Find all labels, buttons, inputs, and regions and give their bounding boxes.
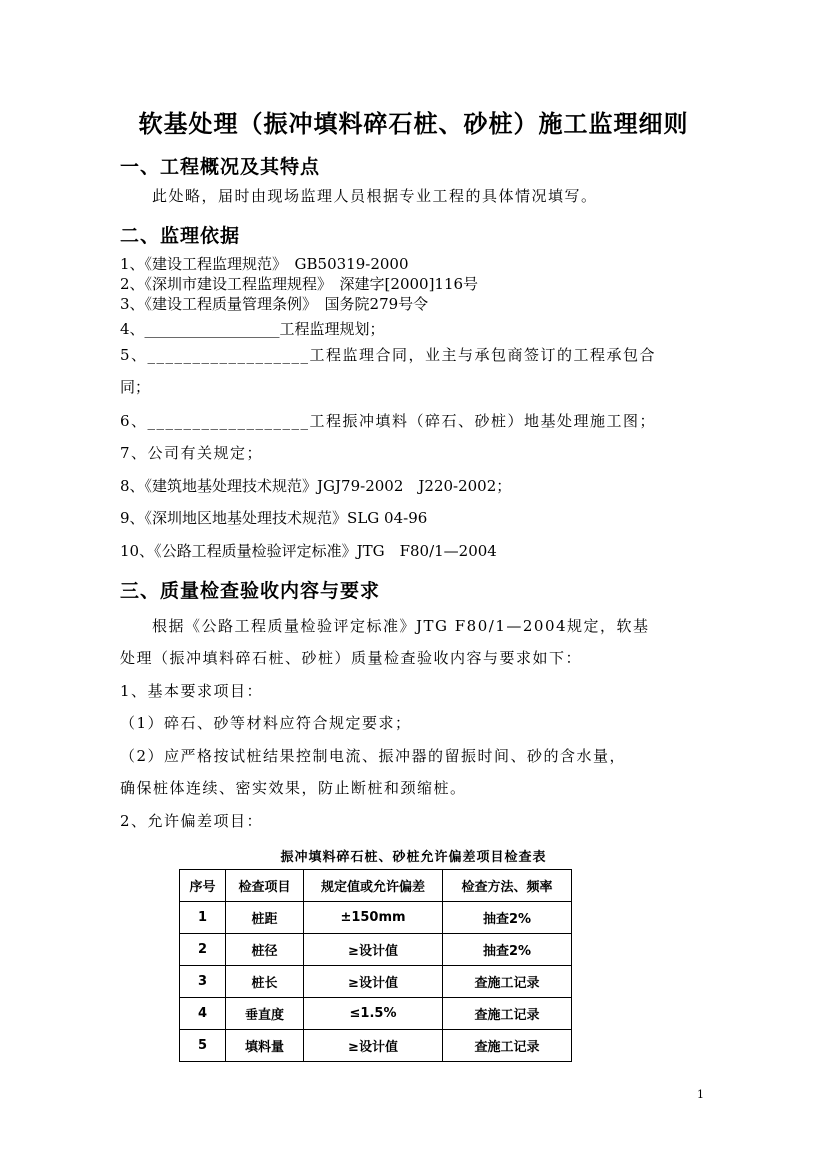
table-row: [180, 934, 572, 966]
table-cell: ≤1.5%: [304, 998, 443, 1030]
section-1-heading: 一、工程概况及其特点: [120, 156, 321, 178]
table-cell: ≥设计值: [304, 966, 443, 998]
table-cell: 5: [180, 1030, 226, 1062]
table-cell: 桩长: [226, 966, 304, 998]
table-cell: 查施工记录: [443, 998, 572, 1030]
table-row: [180, 902, 572, 934]
table-cell: 填料量: [226, 1030, 304, 1062]
basis-item: 5、__________________工程监理合同，业主与承包商签订的工程承包合: [120, 346, 657, 364]
header-cell: 检查项目: [226, 870, 304, 902]
basis-item: 8、《建筑地基处理技术规范》JGJ79-2002 J220-2002；: [120, 477, 512, 495]
table-cell: 查施工记录: [443, 966, 572, 998]
page-number: 1: [697, 1088, 704, 1101]
basis-item: 6、__________________工程振冲填料（碎石、砂桩）地基处理施工图；: [120, 412, 657, 430]
header-cell: 规定值或允许偏差: [304, 870, 443, 902]
table-row: [180, 998, 572, 1030]
table-caption: 振冲填料碎石桩、砂桩允许偏差项目检查表: [280, 850, 547, 865]
document-title: 软基处理（振冲填料碎石桩、砂桩）施工监理细则: [138, 110, 689, 138]
basis-item: 10、《公路工程质量检验评定标准》JTG F80/1—2004: [120, 542, 497, 560]
table-cell: 2: [180, 934, 226, 966]
section-3-heading: 三、质量检查验收内容与要求: [120, 580, 381, 602]
deviation-check-table: [179, 869, 572, 1062]
section-3-line: 2、允许偏差项目：: [120, 812, 264, 830]
section-3-line: 1、基本要求项目：: [120, 682, 264, 700]
header-cell: 检查方法、频率: [443, 870, 572, 902]
basis-item: 4、__________________工程监理规划；: [120, 320, 385, 338]
table-cell: ≥设计值: [304, 1030, 443, 1062]
section-3-line: （1）碎石、砂等材料应符合规定要求；: [120, 714, 412, 732]
table-row: [180, 966, 572, 998]
table-cell: ≥设计值: [304, 934, 443, 966]
basis-item: 1、《建设工程监理规范》 GB50319-2000: [120, 255, 409, 273]
table-header-row: [180, 870, 572, 902]
basis-item: 9、《深圳地区地基处理技术规范》SLG 04-96: [120, 509, 428, 527]
section-3-line: 根据《公路工程质量检验评定标准》JTG F80/1—2004规定，软基: [152, 617, 650, 635]
basis-item: 7、公司有关规定；: [120, 444, 264, 462]
table-cell: 抽查2%: [443, 902, 572, 934]
section-3-line: 确保桩体连续、密实效果，防止断桩和颈缩桩。: [120, 779, 467, 797]
basis-item: 3、《建设工程质量管理条例》 国务院279号令: [120, 295, 429, 313]
section-2-heading: 二、监理依据: [120, 225, 241, 247]
table-cell: 查施工记录: [443, 1030, 572, 1062]
table-cell: 3: [180, 966, 226, 998]
table-row: [180, 1030, 572, 1062]
table-cell: 桩径: [226, 934, 304, 966]
table-cell: ±150mm: [304, 902, 443, 934]
table-cell: 垂直度: [226, 998, 304, 1030]
table-cell: 1: [180, 902, 226, 934]
table-cell: 抽查2%: [443, 934, 572, 966]
section-3-line: 处理（振冲填料碎石桩、砂桩）质量检查验收内容与要求如下：: [120, 649, 583, 667]
section-1-body: 此处略，届时由现场监理人员根据专业工程的具体情况填写。: [152, 187, 598, 205]
header-cell: 序号: [180, 870, 226, 902]
section-3-line: （2）应严格按试桩结果控制电流、振冲器的留振时间、砂的含水量，: [120, 747, 627, 765]
basis-item: 2、《深圳市建设工程监理规程》 深建字[2000]116号: [120, 275, 479, 293]
table-cell: 桩距: [226, 902, 304, 934]
basis-item: 同；: [120, 378, 151, 396]
table-cell: 4: [180, 998, 226, 1030]
